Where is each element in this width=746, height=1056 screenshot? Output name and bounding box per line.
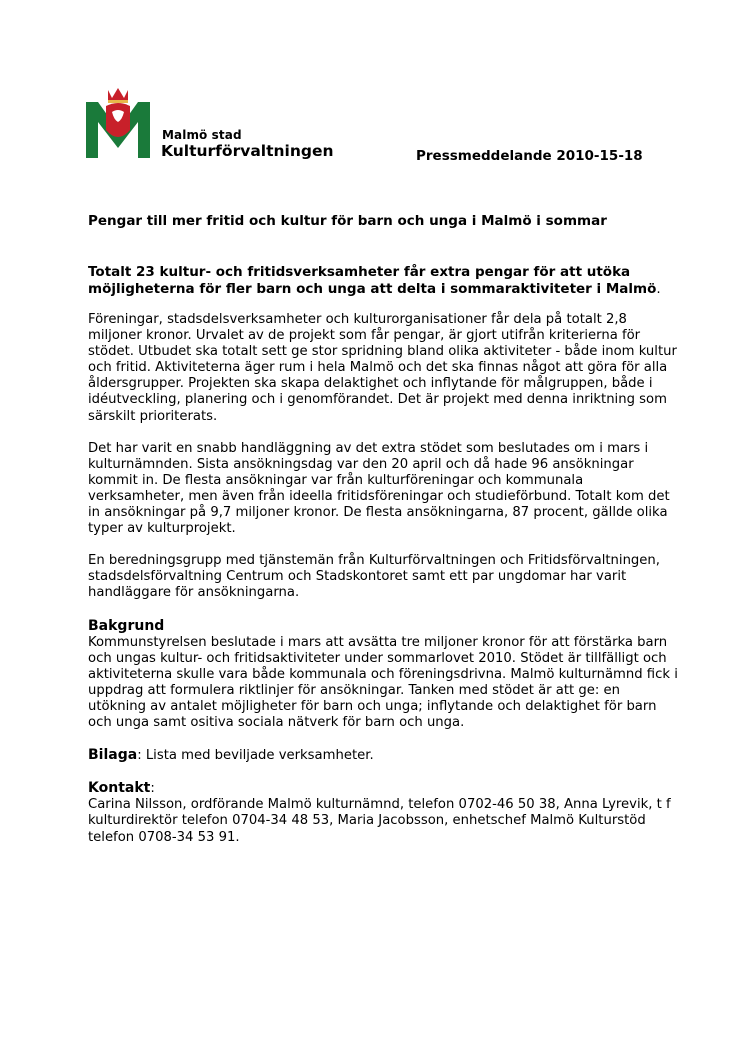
contact-text: Carina Nilsson, ordförande Malmö kulturnämnd, telefon 0702-46 50 38, Anna Lyrevik, t f kulturdirektör telefon 0704-34 48 53, Maria Jacobsson, enhetschef Malmö Kulturstöd telefon 0708-34 53 91. [88,797,671,845]
paragraph-3: En beredningsgrupp med tjänstemän från Kulturförvaltningen och Fritidsförvaltningen, stadsdelsförvaltning Centrum och Stadskontoret samt ett par ungdomar har varit handläggare för ansökningarna. [88,553,660,601]
attachment-section [88,747,678,764]
paragraph-1: Föreningar, stadsdelsverksamheter och kulturorganisationer får dela på totalt 2,8 miljoner kronor. Urvalet av de projekt som får pengar, är gjort utifrån kriterierna för stödet. Utbudet ska totalt sett ge stor spridning bland olika aktiviteter - både inom kultur och fritid. Aktiviteterna äger rum i hela Malmö och det ska finnas något att göra för alla åldersgrupper. Projekten ska skapa delaktighet och inflytande för målgruppen, både i idéutveckling, planering och i genomförandet. Det är projekt med denna inriktning som särskilt prioriterats. [88,312,677,424]
background-heading: Bakgrund [88,617,165,634]
malmo-coat-of-arms-logo [86,86,150,158]
press-release-date: Pressmeddelande 2010-15-18 [416,148,643,164]
background-section [88,618,678,732]
org-department: Kulturförvaltningen [161,142,334,160]
background-text: Kommunstyrelsen beslutade i mars att avsätta tre miljoner kronor för att förstärka barn och ungas kultur- och fritidsaktiviteter under sommarlovet 2010. Stödet är tillfälligt och aktiviteterna skulle vara både kommunala och föreningsdrivna. Malmö kulturnämnd fick i uppdrag att formulera riktlinjer för ansökningar. Tanken med stödet är att ge: en utökning av antalet möjligheter för barn och unga; inflytande och delaktighet för barn och unga samt ositiva sociala nätverk för barn och unga. [88,634,678,731]
lead-end: . [656,281,661,297]
contact-label: Kontakt [88,780,151,797]
paragraph-2: Det har varit en snabb handläggning av det extra stödet som beslutades om i mars i kulturnämnden. Sista ansökningsdag var den 20 april och då hade 96 ansökningar kommit in. De flesta ansökningar var från kulturföreningar och kommunala verksamheter, men även från ideella fritidsföreningar och studieförbund. Totalt kom det in ansökningar på 9,7 miljoner kronor. De flesta ansökningarna, 87 procent, gällde olika typer av kulturprojekt. [88,440,670,537]
attachment-label: Bilaga [88,747,138,764]
article-title: Pengar till mer fritid och kultur för barn och unga i Malmö i sommar [88,213,607,229]
contact-colon: : [150,781,155,797]
lead-text: Totalt 23 kultur- och fritidsverksamheter får extra pengar för att utöka möjligheterna för fler barn och unga att delta i sommaraktiviteter i Malmö [88,264,657,297]
attachment-text: : Lista med beviljade verksamheter. [137,748,374,764]
org-name-small: Malmö stad [162,128,242,142]
article-body [88,312,678,862]
lead-paragraph [88,264,688,298]
contact-section [88,780,678,845]
